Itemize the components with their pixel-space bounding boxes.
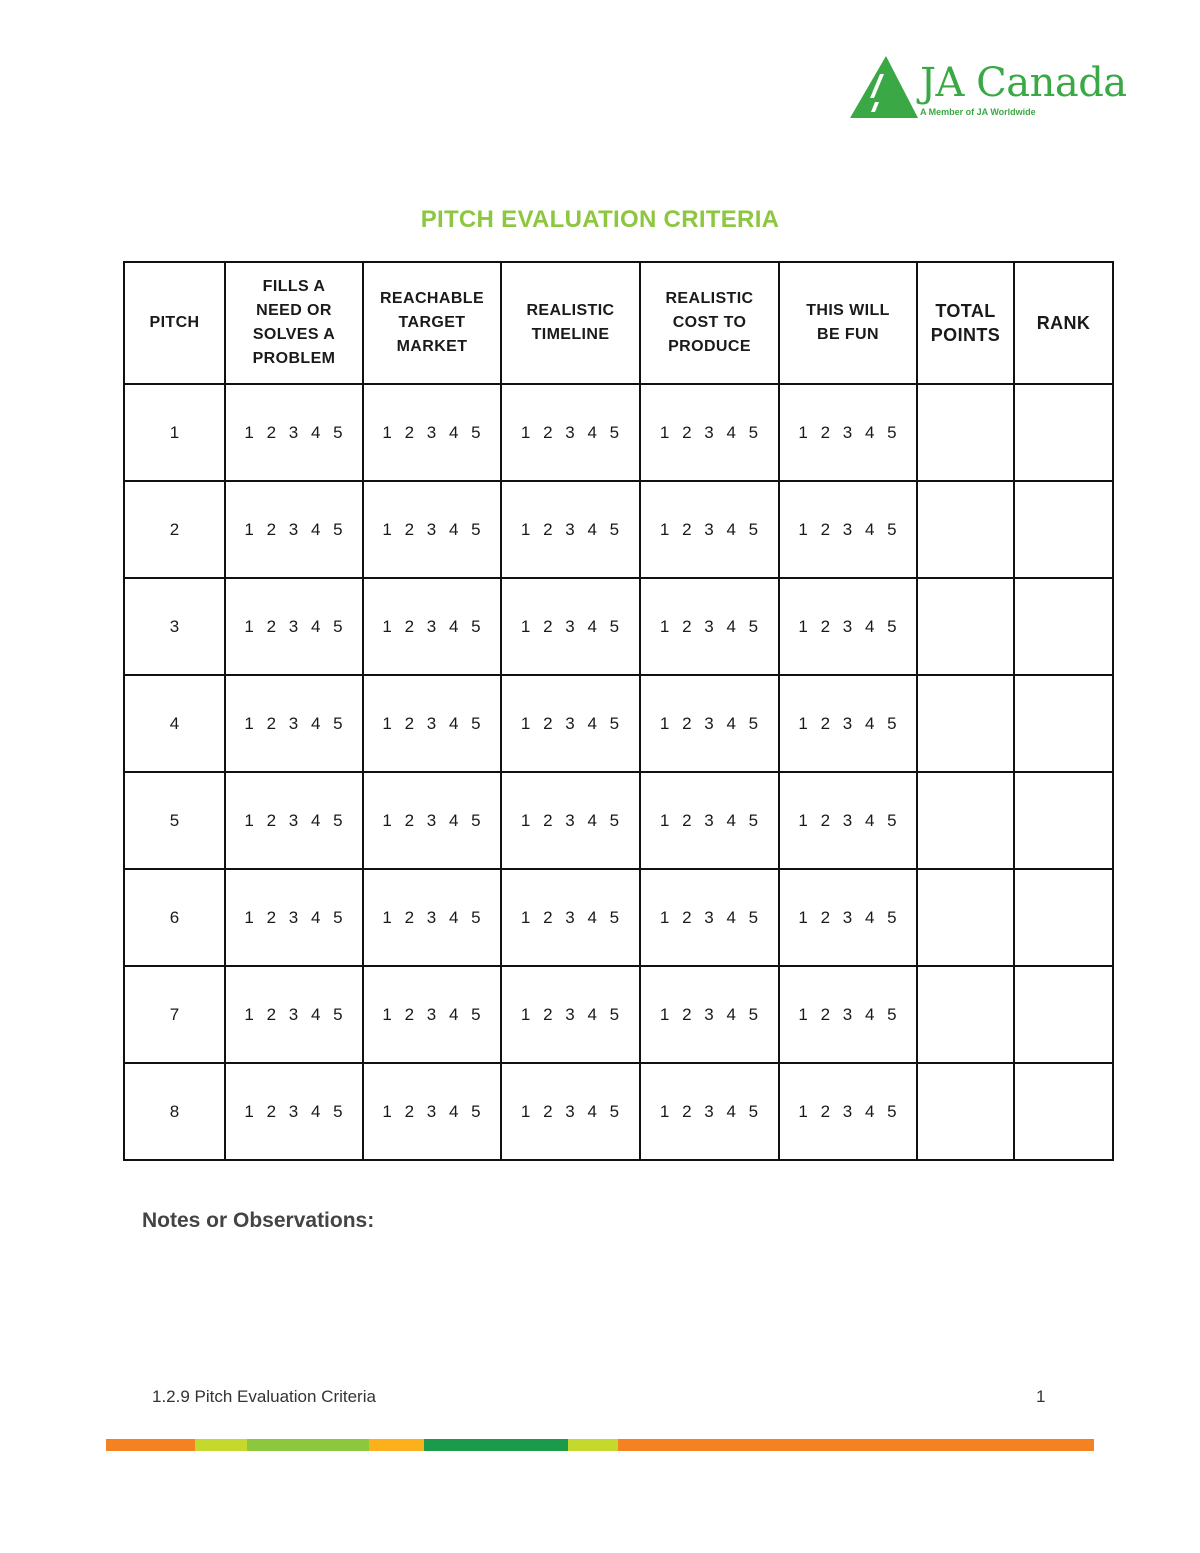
score-scale: 1 2 3 4 5 bbox=[659, 519, 760, 539]
score-scale: 1 2 3 4 5 bbox=[244, 1004, 344, 1024]
score-scale: 1 2 3 4 5 bbox=[798, 1004, 898, 1024]
table-row bbox=[124, 675, 1113, 772]
logo-tagline: A Member of JA Worldwide bbox=[920, 107, 1036, 117]
score-scale: 1 2 3 4 5 bbox=[798, 422, 898, 442]
rank-cell[interactable] bbox=[1014, 966, 1113, 1063]
score-cell[interactable] bbox=[779, 384, 917, 481]
score-cell[interactable] bbox=[501, 481, 640, 578]
score-scale: 1 2 3 4 5 bbox=[382, 1101, 482, 1121]
score-scale: 1 2 3 4 5 bbox=[520, 616, 621, 636]
score-scale: 1 2 3 4 5 bbox=[520, 519, 621, 539]
score-scale: 1 2 3 4 5 bbox=[659, 1004, 760, 1024]
score-cell[interactable] bbox=[363, 966, 501, 1063]
score-cell[interactable] bbox=[779, 481, 917, 578]
score-cell[interactable] bbox=[225, 772, 363, 869]
score-scale: 1 2 3 4 5 bbox=[659, 907, 760, 927]
total-points-cell[interactable] bbox=[917, 675, 1014, 772]
score-cell[interactable] bbox=[779, 675, 917, 772]
score-cell[interactable] bbox=[640, 675, 779, 772]
notes-label: Notes or Observations: bbox=[142, 1209, 375, 1232]
table-row bbox=[124, 481, 1113, 578]
footer-doc-title: 1.2.9 Pitch Evaluation Criteria bbox=[152, 1387, 376, 1406]
score-cell[interactable] bbox=[225, 578, 363, 675]
total-points-cell[interactable] bbox=[917, 966, 1014, 1063]
score-scale: 1 2 3 4 5 bbox=[520, 810, 621, 830]
rank-cell[interactable] bbox=[1014, 869, 1113, 966]
score-scale: 1 2 3 4 5 bbox=[244, 907, 344, 927]
total-points-cell[interactable] bbox=[917, 481, 1014, 578]
tree-icon bbox=[848, 56, 918, 122]
score-cell[interactable] bbox=[640, 384, 779, 481]
score-cell[interactable] bbox=[640, 481, 779, 578]
color-bar-segment bbox=[618, 1439, 1094, 1451]
score-scale: 1 2 3 4 5 bbox=[244, 519, 344, 539]
score-scale: 1 2 3 4 5 bbox=[659, 1101, 760, 1121]
logo-name: JA Canada bbox=[920, 60, 1127, 106]
header-timeline: REALISTIC TIMELINE bbox=[501, 262, 640, 384]
header-fills-need: FILLS A NEED OR SOLVES A PROBLEM bbox=[225, 262, 363, 384]
score-scale: 1 2 3 4 5 bbox=[244, 1101, 344, 1121]
score-scale: 1 2 3 4 5 bbox=[244, 616, 344, 636]
color-bar-segment bbox=[195, 1439, 247, 1451]
score-cell[interactable] bbox=[363, 772, 501, 869]
color-bar-segment bbox=[369, 1439, 424, 1451]
score-scale: 1 2 3 4 5 bbox=[798, 519, 898, 539]
score-scale: 1 2 3 4 5 bbox=[798, 810, 898, 830]
table-row bbox=[124, 1063, 1113, 1160]
score-cell[interactable] bbox=[640, 1063, 779, 1160]
footer-color-bar bbox=[106, 1439, 1094, 1451]
score-scale: 1 2 3 4 5 bbox=[520, 713, 621, 733]
score-scale: 1 2 3 4 5 bbox=[244, 422, 344, 442]
score-scale: 1 2 3 4 5 bbox=[382, 810, 482, 830]
score-scale: 1 2 3 4 5 bbox=[244, 713, 344, 733]
color-bar-segment bbox=[106, 1439, 195, 1451]
page-title: PITCH EVALUATION CRITERIA bbox=[420, 206, 780, 233]
color-bar-segment bbox=[247, 1439, 369, 1451]
rank-cell[interactable] bbox=[1014, 578, 1113, 675]
rank-cell[interactable] bbox=[1014, 1063, 1113, 1160]
header-target-market: REACHABLE TARGET MARKET bbox=[363, 262, 501, 384]
score-cell[interactable] bbox=[225, 675, 363, 772]
score-cell[interactable] bbox=[501, 966, 640, 1063]
pitch-number: 6 bbox=[124, 869, 225, 966]
score-cell[interactable] bbox=[225, 1063, 363, 1160]
score-scale: 1 2 3 4 5 bbox=[382, 616, 482, 636]
score-scale: 1 2 3 4 5 bbox=[382, 422, 482, 442]
score-cell[interactable] bbox=[779, 869, 917, 966]
score-cell[interactable] bbox=[501, 1063, 640, 1160]
score-cell[interactable] bbox=[501, 578, 640, 675]
score-scale: 1 2 3 4 5 bbox=[798, 907, 898, 927]
score-scale: 1 2 3 4 5 bbox=[798, 1101, 898, 1121]
pitch-number: 8 bbox=[124, 1063, 225, 1160]
pitch-number: 4 bbox=[124, 675, 225, 772]
header-row bbox=[124, 262, 1113, 384]
score-cell[interactable] bbox=[779, 1063, 917, 1160]
score-scale: 1 2 3 4 5 bbox=[520, 1101, 621, 1121]
score-cell[interactable] bbox=[363, 384, 501, 481]
score-scale: 1 2 3 4 5 bbox=[659, 810, 760, 830]
score-cell[interactable] bbox=[779, 966, 917, 1063]
score-cell[interactable] bbox=[779, 772, 917, 869]
score-cell[interactable] bbox=[501, 772, 640, 869]
pitch-number: 5 bbox=[124, 772, 225, 869]
total-points-cell[interactable] bbox=[917, 578, 1014, 675]
score-scale: 1 2 3 4 5 bbox=[244, 810, 344, 830]
score-scale: 1 2 3 4 5 bbox=[520, 1004, 621, 1024]
score-cell[interactable] bbox=[640, 578, 779, 675]
score-scale: 1 2 3 4 5 bbox=[659, 616, 760, 636]
score-cell[interactable] bbox=[225, 869, 363, 966]
score-cell[interactable] bbox=[363, 1063, 501, 1160]
pitch-number: 1 bbox=[124, 384, 225, 481]
page-number: 1 bbox=[1036, 1387, 1046, 1406]
score-cell[interactable] bbox=[225, 384, 363, 481]
color-bar-segment bbox=[568, 1439, 618, 1451]
table-body bbox=[124, 384, 1113, 1160]
rank-cell[interactable] bbox=[1014, 772, 1113, 869]
table-row bbox=[124, 578, 1113, 675]
total-points-cell[interactable] bbox=[917, 1063, 1014, 1160]
score-scale: 1 2 3 4 5 bbox=[798, 616, 898, 636]
score-scale: 1 2 3 4 5 bbox=[520, 907, 621, 927]
rank-cell[interactable] bbox=[1014, 675, 1113, 772]
score-cell[interactable] bbox=[779, 578, 917, 675]
score-scale: 1 2 3 4 5 bbox=[520, 422, 621, 442]
score-cell[interactable] bbox=[640, 966, 779, 1063]
rank-cell[interactable] bbox=[1014, 384, 1113, 481]
score-cell[interactable] bbox=[225, 966, 363, 1063]
pitch-number: 3 bbox=[124, 578, 225, 675]
header-pitch: PITCH bbox=[124, 262, 225, 384]
table-row bbox=[124, 869, 1113, 966]
header-rank: RANK bbox=[1014, 262, 1113, 384]
score-scale: 1 2 3 4 5 bbox=[382, 907, 482, 927]
header-fun: THIS WILL BE FUN bbox=[779, 262, 917, 384]
evaluation-table bbox=[123, 261, 1114, 1161]
score-scale: 1 2 3 4 5 bbox=[382, 519, 482, 539]
score-cell[interactable] bbox=[363, 675, 501, 772]
score-cell[interactable] bbox=[501, 869, 640, 966]
pitch-number: 7 bbox=[124, 966, 225, 1063]
score-cell[interactable] bbox=[363, 481, 501, 578]
total-points-cell[interactable] bbox=[917, 772, 1014, 869]
total-points-cell[interactable] bbox=[917, 869, 1014, 966]
table-row bbox=[124, 772, 1113, 869]
score-scale: 1 2 3 4 5 bbox=[659, 422, 760, 442]
table-row bbox=[124, 966, 1113, 1063]
color-bar-segment bbox=[424, 1439, 568, 1451]
score-cell[interactable] bbox=[501, 384, 640, 481]
score-cell[interactable] bbox=[501, 675, 640, 772]
score-cell[interactable] bbox=[363, 578, 501, 675]
score-cell[interactable] bbox=[225, 481, 363, 578]
total-points-cell[interactable] bbox=[917, 384, 1014, 481]
score-scale: 1 2 3 4 5 bbox=[659, 713, 760, 733]
score-scale: 1 2 3 4 5 bbox=[382, 713, 482, 733]
score-cell[interactable] bbox=[363, 869, 501, 966]
header-total-points: TOTAL POINTS bbox=[917, 262, 1014, 384]
rank-cell[interactable] bbox=[1014, 481, 1113, 578]
ja-canada-logo bbox=[848, 56, 1127, 122]
score-scale: 1 2 3 4 5 bbox=[382, 1004, 482, 1024]
header-cost: REALISTIC COST TO PRODUCE bbox=[640, 262, 779, 384]
table-row bbox=[124, 384, 1113, 481]
score-cell[interactable] bbox=[640, 772, 779, 869]
score-cell[interactable] bbox=[640, 869, 779, 966]
score-scale: 1 2 3 4 5 bbox=[798, 713, 898, 733]
pitch-number: 2 bbox=[124, 481, 225, 578]
